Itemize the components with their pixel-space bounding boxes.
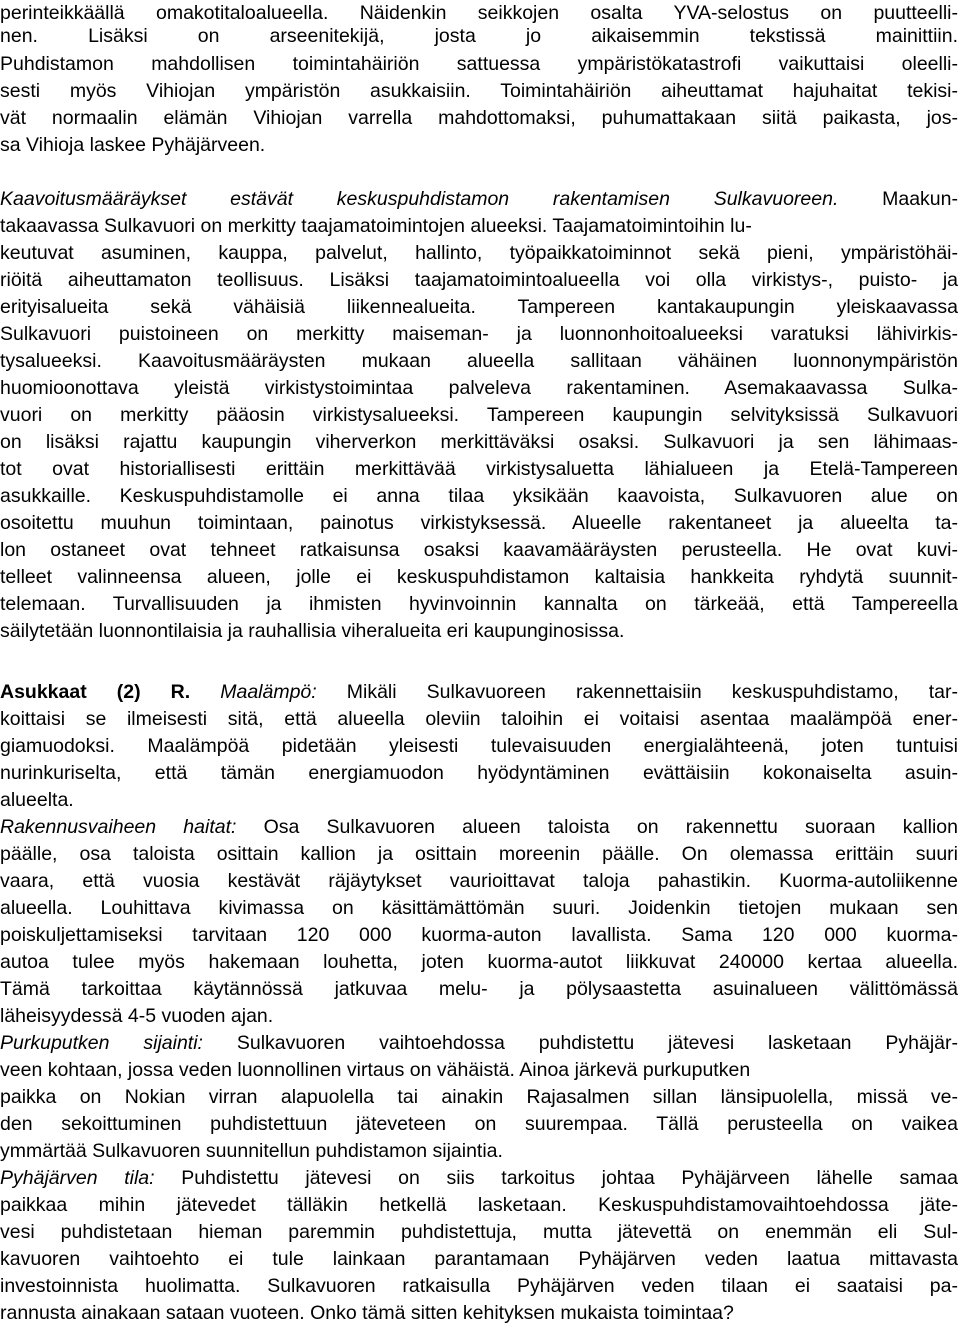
text-line [0,1192,958,1219]
text-segment: koittaisi se ilmeisesti sitä, että alueella oleviin taloihin ei voitaisi asentaa maalämpöä ener- [0,708,958,730]
text-line [0,922,958,949]
text-line [0,1165,958,1192]
text-line [0,23,958,50]
text-segment: Sulkavuori puistoineen on merkitty maiseman- ja luonnonhoitoalueeksi varatuksi lähivirkis- [0,323,958,345]
text-segment: sa Vihioja laskee Pyhäjärveen. [0,134,266,156]
text-line [0,294,958,321]
text-segment: Sulkavuoren vaihtoehdossa puhdistettu jätevesi lasketaan Pyhäjär- [202,1032,958,1054]
text-line [0,510,958,537]
text-segment: kavuoren vaihtoehto ei tule lainkaan parantamaan Pyhäjärven veden laatua mittavasta [0,1248,958,1270]
text-line [0,868,958,895]
text-segment [190,681,220,703]
text-segment: erityisalueita sekä vähäisiä liikennealueita. Tampereen kantakaupungin yleiskaavassa [0,296,958,318]
text-line [0,618,624,645]
text-line [0,1084,958,1111]
text-line [0,537,958,564]
text-segment: Osa Sulkavuoren alueen taloista on rakennettu suoraan kallion [236,816,958,838]
text-segment: Puhdistettu jätevesi on siis tarkoitus johtaa Pyhäjärveen lähelle samaa [154,1167,958,1189]
italic-text: Pyhäjärven tila: [0,1167,155,1189]
text-segment: rannusta ainakaan sataan vuoteen. Onko tämä sitten kehityksen mukaista toimintaa? [0,1302,734,1324]
text-segment: Puhdistamon mahdollisen toimintahäiriön sattuessa ympäristökatastrofi vaikuttaisi oleelli- [0,53,958,75]
text-line [0,1003,273,1030]
italic-text: Rakennusvaiheen haitat: [0,816,237,838]
text-line [0,213,752,240]
text-segment: päälle, osa taloista osittain kallion ja osittain moreenin päälle. On olemassa erittäin suuri [0,843,958,865]
text-segment: lon ostaneet ovat tehneet ratkaisunsa osaksi kaavamääräysten perusteella. He ovat kuvi- [0,539,958,561]
text-line [0,787,74,814]
text-line [0,267,958,294]
text-segment: autoa tulee myös hakemaan louhetta, joten kuorma-autot liikkuvat 240000 kertaa alueella. [0,951,958,973]
text-segment: perinteikkäällä omakotitaloalueella. Näidenkin seikkojen osalta YVA-selostus on puutteelli- [0,2,958,24]
text-line [0,348,958,375]
text-line [0,1273,958,1300]
text-line [0,1246,958,1273]
text-line [0,1111,958,1138]
text-line [0,949,958,976]
text-line [0,78,958,105]
italic-text: Maalämpö: [220,681,317,703]
text-segment: veen kohtaan, jossa veden luonnollinen virtaus on vähäistä. Ainoa järkevä purkuputken [0,1059,751,1081]
text-line [0,1219,958,1246]
text-segment: sesti myös Vihiojan ympäristön asukkaisiin. Toimintahäiriön aiheuttamat hajuhaitat tekisi- [0,80,958,102]
text-segment: nen. Lisäksi on arseenitekijä, josta jo aikaisemmin tekstissä mainittiin. [0,25,958,47]
text-segment: alueelta. [0,789,74,811]
text-line [0,375,958,402]
text-line [0,51,958,78]
text-line [0,895,958,922]
text-line [0,814,958,841]
text-segment: vesi puhdistetaan hieman paremmin puhdistettuja, mutta jätevettä on enemmän eli Sul- [0,1221,958,1243]
text-line [0,591,958,618]
text-line [0,429,958,456]
text-line [0,841,958,868]
text-segment: säilytetään luonnontilaisia ja rauhallisia viheralueita eri kaupunginosissa. [0,620,625,642]
text-line [0,483,958,510]
bold-heading: Asukkaat (2) R. [0,681,191,703]
text-line [0,240,958,267]
text-line [0,760,958,787]
text-segment: on lisäksi rajattu kaupungin viherverkon merkittäväksi osaksi. Sulkavuori ja sen lähimaas- [0,431,958,453]
text-segment: vaara, että vuosia kestävät räjäytykset vaurioittavat taloja pahastikin. Kuorma-autoliikenne [0,870,958,892]
text-segment: tysalueeksi. Kaavoitusmääräysten mukaan alueella sallitaan vähäinen luonnonympäristön [0,350,958,372]
text-line [0,456,958,483]
text-segment: poiskuljettamiseksi tarvitaan 120 000 kuorma-auton lavallista. Sama 120 000 kuorma- [0,924,958,946]
text-line [0,976,958,1003]
text-segment: den sekoittuminen puhdistettuun jäteveteen on suurempaa. Tällä perusteella on vaikea [0,1113,958,1135]
text-segment: nurinkuriselta, että tämän energiamuodon hyödyntäminen evättäisiin kokonaiselta asuin- [0,762,958,784]
text-line [0,105,958,132]
italic-text: Kaavoitusmääräykset estävät keskuspuhdistamon rakentamisen Sulkavuoreen. [0,188,839,210]
text-line [0,321,958,348]
text-line [0,706,958,733]
text-segment: investoinnista huolimatta. Sulkavuoren ratkaisulla Pyhäjärven veden tilaan ei saataisi pa- [0,1275,958,1297]
text-segment: paikkaa mihin jätevedet tälläkin hetkellä lasketaan. Keskuspuhdistamovaihtoehdossa jäte- [0,1194,958,1216]
text-segment: giamuodoksi. Maalämpöä pidetään yleisesti tulevaisuuden energialähteenä, joten tuntuisi [0,735,958,757]
text-segment: osoitettu muuhun toimintaan, painotus virkistyksessä. Alueelle rakentaneet ja alueelta ta- [0,512,958,534]
text-line [0,1300,734,1327]
text-segment: Mikäli Sulkavuoreen rakennettaisiin keskuspuhdistamo, tar- [316,681,958,703]
text-segment: riöitä aiheuttamaton teollisuus. Lisäksi taajamatoimintoalueella voi olla virkistys-, puisto- ja [0,269,958,291]
text-segment: keutuvat asuminen, kauppa, palvelut, hallinto, työpaikkatoiminnot sekä pieni, ympäristöhäi- [0,242,958,264]
text-segment: läheisyydessä 4-5 vuoden ajan. [0,1005,274,1027]
text-line [0,132,265,159]
text-segment: ymmärtää Sulkavuoren suunnitellun puhdistamon sijaintia. [0,1140,503,1162]
text-segment: tot ovat historiallisesti erittäin merkittävää virkistysaluetta lähialueen ja Etelä-Tampereen [0,458,958,480]
text-segment: vät normaalin elämän Vihiojan varrella mahdottomaksi, puhumattakaan siitä paikasta, jos- [0,107,958,129]
text-line [0,733,958,760]
text-segment: Maakun- [838,188,958,210]
text-segment: alueella. Louhittava kivimassa on käsittämättömän suuri. Joidenkin tietojen mukaan sen [0,897,958,919]
text-line [0,402,958,429]
text-segment: huomioonottava yleistä virkistystoimintaa palveleva rakentaminen. Asemakaavassa Sulka- [0,377,958,399]
italic-text: Purkuputken sijainti: [0,1032,203,1054]
text-line [0,186,958,213]
text-line [0,1138,503,1165]
text-segment: asukkaille. Keskuspuhdistamolle ei anna tilaa yksikään kaavoista, Sulkavuoren alue on [0,485,958,507]
text-segment: Tämä tarkoittaa käytännössä jatkuvaa melu- ja pölysaastetta asuinalueen välittömässä [0,978,958,1000]
text-segment: takaavassa Sulkavuori on merkitty taajamatoimintojen alueeksi. Taajamatoimintoihin lu- [0,215,752,237]
text-segment: telleet valinneensa alueen, jolle ei keskuspuhdistamon kaltaisia hankkeita ryhdytä suunnit- [0,566,958,588]
text-segment: paikka on Nokian virran alapuolella tai ainakin Rajasalmen sillan länsipuolella, missä ve- [0,1086,958,1108]
text-segment: vuori on merkitty pääosin virkistysalueeksi. Tampereen kaupungin selvityksissä Sulkavuori [0,404,958,426]
text-line [0,679,958,706]
text-line [0,1057,750,1084]
text-line [0,564,958,591]
text-line [0,1030,958,1057]
text-segment: telemaan. Turvallisuuden ja ihmisten hyvinvoinnin kannalta on tärkeää, että Tampereella [0,593,958,615]
